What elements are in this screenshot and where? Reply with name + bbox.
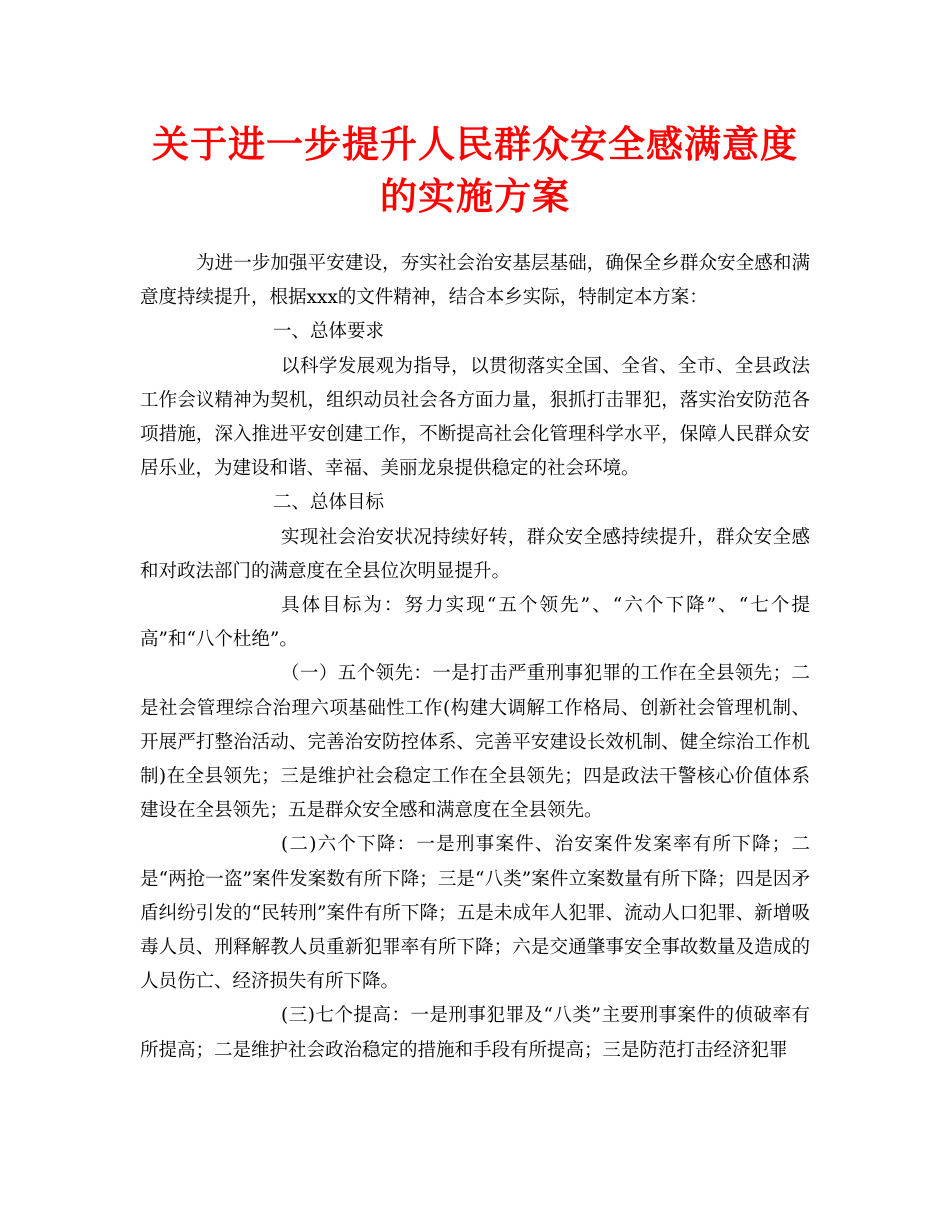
document-body <box>140 247 810 1068</box>
document-title: 关于进一步提升人民群众安全感满意度的实施方案 <box>152 122 798 218</box>
intro-paragraph: 为进一步加强平安建设，夯实社会治安基层基础，确保全乡群众安全感和满意度持续提升，根据xxx的文件精神，结合本乡实际，特制定本方案： <box>140 253 810 309</box>
specific-goals-paragraph: 具体目标为：努力实现“五个领先”、“六个下降”、“七个提高”和“八个杜绝”。 <box>140 595 810 651</box>
section-heading-general-requirements: 一、总体要求 <box>273 321 385 343</box>
seven-improvements-paragraph: (三)七个提高：一是刑事犯罪及“八类”主要刑事案件的侦破率有所提高；二是维护社会政治稳定的措施和手段有所提高；三是防范打击经济犯罪 <box>140 1005 810 1061</box>
general-goals-paragraph: 实现社会治安状况持续好转，群众安全感持续提升，群众安全感和对政法部门的满意度在全县位次明显提升。 <box>140 526 810 582</box>
section-heading-general-goals: 二、总体目标 <box>273 492 385 514</box>
five-leads-paragraph: （一）五个领先：一是打击严重刑事犯罪的工作在全县领先；二是社会管理综合治理六项基础性工作(构建大调解工作格局、创新社会管理机制、开展严打整治活动、完善治安防控体系、完善平安建设长效机制、健全综治工作机制)在全县领先；三是维护社会稳定工作在全县领先；四是政法干警核心价值体系建设在全县领先；五是群众安全感和满意度在全县领先。 <box>140 663 810 822</box>
six-declines-paragraph: (二)六个下降：一是刑事案件、治安案件发案率有所下降；二是“两抢一盗”案件发案数有所下降；三是“八类”案件立案数量有所下降；四是因矛盾纠纷引发的“民转刑”案件有所下降；五是未成年人犯罪、流动人口犯罪、新增吸毒人员、刑释解教人员重新犯罪率有所下降；六是交通肇事安全事故数量及造成的人员伤亡、经济损失有所下降。 <box>140 834 810 993</box>
general-requirements-paragraph: 以科学发展观为指导，以贯彻落实全国、全省、全市、全县政法工作会议精神为契机，组织动员社会各方面力量，狠抓打击罪犯，落实治安防范各项措施，深入推进平安创建工作，不断提高社会化管理科学水平，保障人民群众安居乐业，为建设和谐、幸福、美丽龙泉提供稳定的社会环境。 <box>140 355 810 480</box>
